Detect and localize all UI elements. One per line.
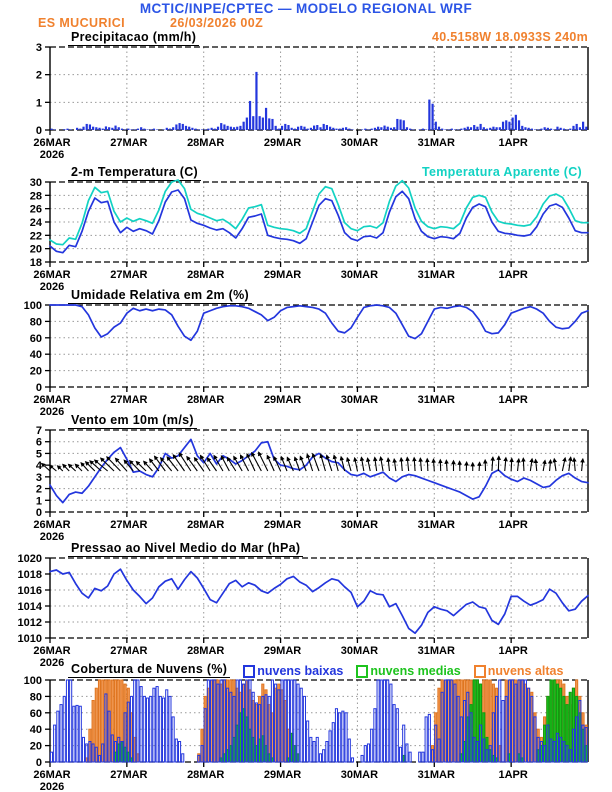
svg-text:28: 28 — [29, 190, 42, 203]
svg-text:31MAR: 31MAR — [417, 519, 455, 531]
svg-text:30MAR: 30MAR — [340, 394, 379, 406]
svg-text:30: 30 — [29, 177, 42, 189]
run-datetime: 26/03/2026 00Z — [170, 16, 264, 30]
svg-text:40: 40 — [29, 724, 42, 737]
svg-text:18: 18 — [29, 257, 42, 269]
svg-text:6: 6 — [35, 436, 42, 449]
svg-text:1APR: 1APR — [498, 269, 528, 281]
svg-text:31MAR: 31MAR — [417, 269, 455, 281]
svg-text:1020: 1020 — [17, 553, 42, 565]
svg-text:2026: 2026 — [39, 531, 65, 543]
svg-text:2026: 2026 — [39, 281, 65, 293]
svg-text:1012: 1012 — [17, 617, 42, 629]
svg-text:28MAR: 28MAR — [187, 519, 225, 531]
svg-text:2026: 2026 — [39, 149, 65, 161]
svg-text:20: 20 — [29, 740, 42, 753]
station-coordinates: 40.5158W 18.0933S 240m — [431, 30, 588, 44]
svg-text:60: 60 — [29, 707, 42, 720]
svg-text:30MAR: 30MAR — [340, 137, 379, 149]
clouds-title: Cobertura de Nuvens (%) — [68, 662, 230, 678]
svg-text:100: 100 — [23, 675, 42, 687]
svg-text:27MAR: 27MAR — [110, 769, 148, 781]
svg-text:28MAR: 28MAR — [187, 137, 225, 149]
svg-text:1010: 1010 — [17, 633, 42, 645]
svg-text:3: 3 — [35, 471, 42, 484]
svg-text:27MAR: 27MAR — [110, 519, 148, 531]
precipitation-title: Precipitacao (mm/h) — [68, 30, 199, 46]
svg-text:0: 0 — [35, 507, 42, 519]
svg-text:3: 3 — [35, 42, 42, 54]
svg-text:4: 4 — [35, 460, 42, 473]
svg-text:1APR: 1APR — [498, 394, 528, 406]
svg-text:1APR: 1APR — [498, 769, 528, 781]
svg-text:30MAR: 30MAR — [340, 269, 379, 281]
svg-text:80: 80 — [29, 691, 42, 704]
svg-text:80: 80 — [29, 316, 42, 329]
svg-text:0: 0 — [35, 757, 42, 769]
svg-text:7: 7 — [35, 425, 42, 437]
svg-text:60: 60 — [29, 332, 42, 345]
svg-text:24: 24 — [29, 217, 42, 229]
svg-text:1APR: 1APR — [498, 137, 528, 149]
svg-text:27MAR: 27MAR — [110, 269, 148, 281]
svg-text:26MAR: 26MAR — [33, 137, 71, 149]
page-title: MCTIC/INPE/CPTEC — MODELO REGIONAL WRF — [139, 1, 473, 16]
svg-text:31MAR: 31MAR — [417, 394, 455, 406]
legend-mid-clouds-label: nuvens medias — [370, 664, 461, 678]
svg-text:31MAR: 31MAR — [417, 137, 455, 149]
pressure-title: Pressao ao Nivel Medio do Mar (hPa) — [68, 541, 303, 557]
svg-text:22: 22 — [29, 230, 42, 243]
svg-text:40: 40 — [29, 349, 42, 362]
svg-text:2: 2 — [35, 69, 42, 82]
svg-text:27MAR: 27MAR — [110, 137, 148, 149]
svg-text:29MAR: 29MAR — [263, 769, 302, 781]
svg-text:28MAR: 28MAR — [187, 394, 225, 406]
svg-text:20: 20 — [29, 243, 42, 256]
svg-text:1APR: 1APR — [498, 645, 528, 657]
svg-text:27MAR: 27MAR — [110, 394, 148, 406]
svg-text:29MAR: 29MAR — [263, 519, 302, 531]
svg-text:2026: 2026 — [39, 781, 65, 792]
svg-text:20: 20 — [29, 365, 42, 378]
apparent-temperature-legend: Temperatura Aparente (C) — [421, 165, 582, 179]
legend-low-clouds-label: nuvens baixas — [257, 664, 344, 678]
wind-title: Vento em 10m (m/s) — [68, 413, 197, 429]
svg-text:2: 2 — [35, 483, 42, 496]
svg-text:29MAR: 29MAR — [263, 269, 302, 281]
svg-text:28MAR: 28MAR — [187, 645, 225, 657]
svg-text:0: 0 — [35, 125, 42, 137]
svg-text:26MAR: 26MAR — [33, 769, 71, 781]
svg-text:1: 1 — [35, 97, 42, 110]
svg-text:30MAR: 30MAR — [340, 519, 379, 531]
humidity-title: Umidade Relativa em 2m (%) — [68, 288, 252, 304]
svg-text:0: 0 — [35, 382, 42, 394]
svg-text:26: 26 — [29, 203, 42, 216]
svg-text:28MAR: 28MAR — [187, 769, 225, 781]
svg-text:1018: 1018 — [17, 569, 42, 581]
legend-high-clouds-label: nuvens altas — [487, 664, 564, 678]
svg-text:31MAR: 31MAR — [417, 769, 455, 781]
svg-text:29MAR: 29MAR — [263, 645, 302, 657]
svg-text:28MAR: 28MAR — [187, 269, 225, 281]
svg-text:26MAR: 26MAR — [33, 645, 71, 657]
svg-text:26MAR: 26MAR — [33, 519, 71, 531]
svg-text:100: 100 — [23, 300, 42, 312]
svg-text:2026: 2026 — [39, 657, 65, 669]
svg-text:1: 1 — [35, 495, 42, 508]
svg-text:1016: 1016 — [17, 585, 42, 597]
temperature-title: 2-m Temperatura (C) — [68, 165, 201, 181]
svg-text:30MAR: 30MAR — [340, 645, 379, 657]
svg-text:2026: 2026 — [39, 406, 65, 418]
svg-text:5: 5 — [35, 448, 42, 461]
svg-text:26MAR: 26MAR — [33, 269, 71, 281]
svg-text:1APR: 1APR — [498, 519, 528, 531]
svg-text:29MAR: 29MAR — [263, 137, 302, 149]
svg-text:1014: 1014 — [17, 601, 42, 613]
station-label: ES MUCURICI — [38, 16, 126, 30]
svg-text:26MAR: 26MAR — [33, 394, 71, 406]
svg-text:29MAR: 29MAR — [263, 394, 302, 406]
svg-text:30MAR: 30MAR — [340, 769, 379, 781]
svg-text:27MAR: 27MAR — [110, 645, 148, 657]
svg-text:31MAR: 31MAR — [417, 645, 455, 657]
